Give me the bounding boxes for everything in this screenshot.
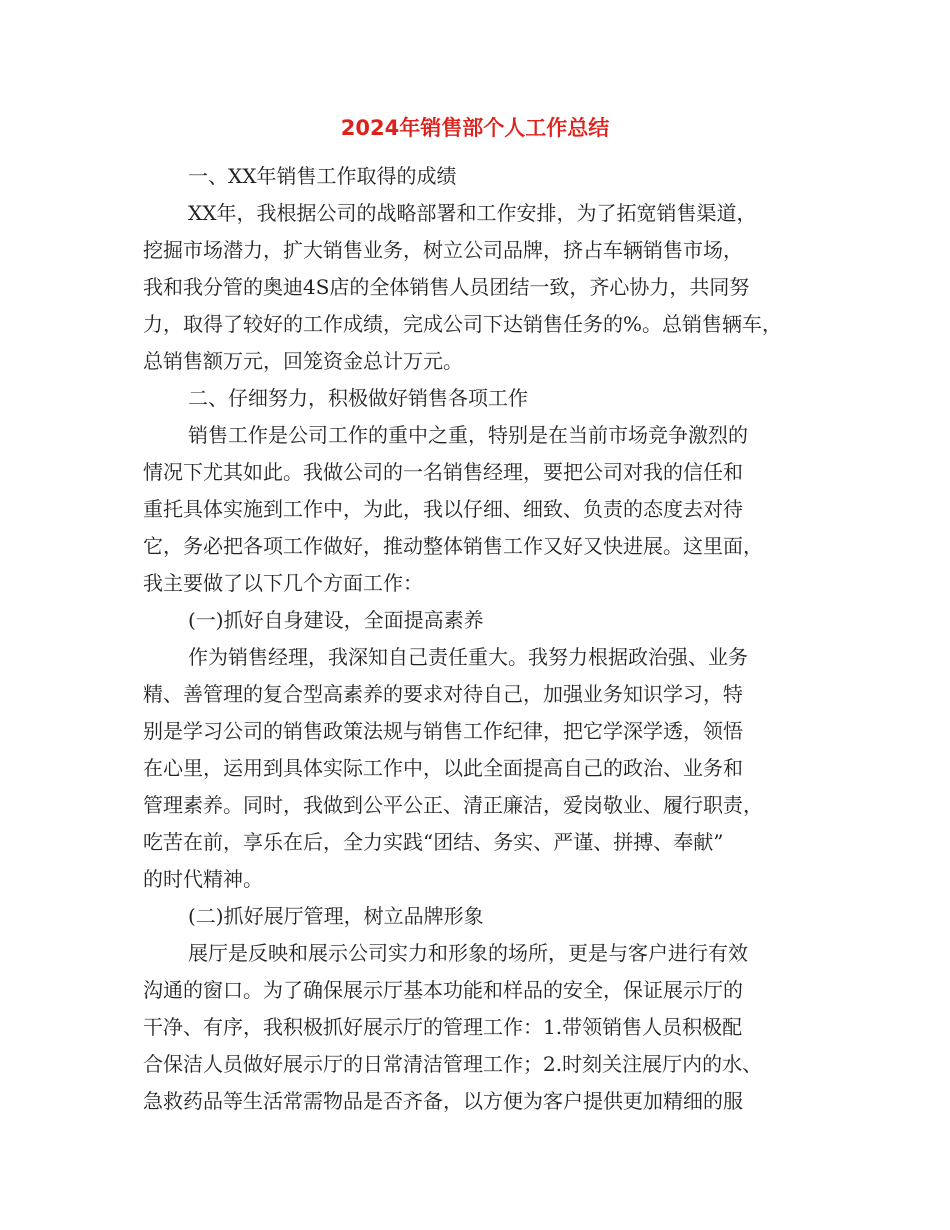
paragraph-line: 总销售额万元，回笼资金总计万元。 xyxy=(143,349,463,373)
paragraph-line-indented: 销售工作是公司工作的重中之重，特别是在当前市场竞争激烈的 xyxy=(188,423,748,447)
paragraph-line-indented: 一、XX年销售工作取得的成绩 xyxy=(188,164,457,188)
paragraph-line: 别是学习公司的销售政策法规与销售工作纪律，把它学深学透，领悟 xyxy=(143,719,743,743)
document-title: 2024年销售部个人工作总结 xyxy=(340,116,610,140)
paragraph-line: 力，取得了较好的工作成绩，完成公司下达销售任务的%。总销售辆车， xyxy=(143,312,783,336)
paragraph-line-indented: 作为销售经理，我深知自己责任重大。我努力根据政治强、业务 xyxy=(188,645,748,669)
paragraph-line: 管理素养。同时，我做到公平公正、清正廉洁，爱岗敬业、履行职责， xyxy=(143,793,763,817)
paragraph-line: 在心里，运用到具体实际工作中，以此全面提高自己的政治、业务和 xyxy=(143,756,743,780)
paragraph-line: 它，务必把各项工作做好，推动整体销售工作又好又快进展。这里面， xyxy=(143,534,763,558)
paragraph-line: 精、善管理的复合型高素养的要求对待自己，加强业务知识学习，特 xyxy=(143,682,743,706)
paragraph-line-indented: 二、仔细努力，积极做好销售各项工作 xyxy=(188,386,528,410)
paragraph-line: 的时代精神。 xyxy=(143,867,263,891)
document-body xyxy=(143,158,813,1120)
paragraph-line: 我和我分管的奥迪4S店的全体销售人员团结一致，齐心协力，共同努 xyxy=(143,275,750,299)
paragraph-line-indented: 展厅是反映和展示公司实力和形象的场所，更是与客户进行有效 xyxy=(188,941,748,965)
paragraph-line-indented: (二)抓好展厅管理，树立品牌形象 xyxy=(188,904,484,928)
paragraph-line: 情况下尤其如此。我做公司的一名销售经理，要把公司对我的信任和 xyxy=(143,460,743,484)
paragraph-line: 干净、有序，我积极抓好展示厅的管理工作：1.带领销售人员积极配 xyxy=(143,1015,743,1039)
paragraph-line-indented: XX年，我根据公司的战略部署和工作安排，为了拓宽销售渠道， xyxy=(188,201,757,225)
paragraph-line: 挖掘市场潜力，扩大销售业务，树立公司品牌，挤占车辆销售市场， xyxy=(143,238,743,262)
paragraph-line: 吃苦在前，享乐在后，全力实践“团结、务实、严谨、拼搏、奉献” xyxy=(143,830,724,854)
paragraph-line: 沟通的窗口。为了确保展示厅基本功能和样品的安全，保证展示厅的 xyxy=(143,978,743,1002)
paragraph-line: 急救药品等生活常需物品是否齐备，以方便为客户提供更加精细的服 xyxy=(143,1089,743,1113)
paragraph-line: 重托具体实施到工作中，为此，我以仔细、细致、负责的态度去对待 xyxy=(143,497,743,521)
paragraph-line: 我主要做了以下几个方面工作： xyxy=(143,571,423,595)
paragraph-line-indented: (一)抓好自身建设，全面提高素养 xyxy=(188,608,484,632)
paragraph-line: 合保洁人员做好展示厅的日常清洁管理工作；2.时刻关注展厅内的水、 xyxy=(143,1052,763,1076)
